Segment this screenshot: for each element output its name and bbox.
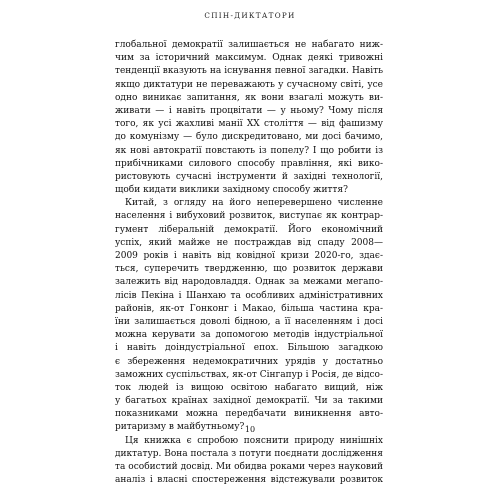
page-number: 10 <box>244 425 256 434</box>
text-line: як нові автократії повстають із попелу? І що робити із <box>115 145 383 156</box>
text-line: диктатур. Вона постала з потуги поєднати дослідження <box>115 448 383 459</box>
text-line: живати — і навіть процвітати — у ньому? Чому після <box>115 105 383 116</box>
text-line: тенденції вказують на існування певної загадки. Навіть <box>115 66 383 77</box>
text-line: та особистий досвід. Ми обидва роками через науковий <box>115 462 383 472</box>
text-line: успіх, який майже не постраждав від спаду 2008— <box>115 237 383 248</box>
text-line: і навіть доіндустріальної епох. Більшою загадкою <box>115 343 383 354</box>
paragraph <box>115 435 383 487</box>
text-line: районів, як-от Гонконг і Макао, більша частина кра- <box>115 303 383 314</box>
text-line: ток людей із вищою освітою набагато вищий, ніж <box>115 382 383 393</box>
text-line: у багатьох країнах західної демократії. Чи за такими <box>115 396 383 407</box>
text-line: гумент ліберальній демократії. Його економічний <box>115 224 383 235</box>
text-line: заможних суспільствах, як-от Сінгапур і Росія, де відсо- <box>115 369 383 380</box>
text-line: якщо диктатури не переважають у сучасному світі, усе <box>115 79 383 90</box>
text-line: того, як усі жахливі манії XX століття — від фашизму <box>115 119 383 130</box>
text-line: ритаризму в майбутньому? <box>115 422 245 433</box>
text-line: щоби кидати виклики західному способу життя? <box>115 185 348 196</box>
text-line: залежить від народовладдя. Однак за межами мегапо- <box>115 277 383 288</box>
text-line: 2009 років і навіть від ковідної кризи 2020-го, здає- <box>115 251 383 261</box>
text-line: їни залишається доволі бідною, а її населенням і досі <box>115 316 383 327</box>
running-head: СПІН-ДИКТАТОРИ <box>204 11 296 20</box>
text-line: глобальної демократії залишається не набагато ниж- <box>115 40 383 50</box>
text-line: Ця книжка є спробою пояснити природу нинішніх <box>125 435 383 446</box>
text-line: Китай, з огляду на його неперевершено численне <box>125 198 383 209</box>
text-line: прибічниками силового способу правління, які вико- <box>115 158 383 169</box>
text-line: до комунізму — було дискредитовано, ми досі бачимо, <box>115 132 383 143</box>
text-line: є збереження недемократичних урядів у достатньо <box>115 356 383 367</box>
text-line: одно виникає запитання, як вони взагалі можуть ви- <box>115 92 383 103</box>
text-line: чим за історичний максимум. Однак деякі тривожні <box>115 53 383 64</box>
text-line: ться, суперечить твердженню, що розвиток держави <box>115 264 383 275</box>
text-line: можна керувати за допомогою методів індустріальної <box>115 330 383 341</box>
body-text <box>115 39 383 487</box>
text-line: ристовують сучасні інструменти й західні технології, <box>115 171 383 182</box>
text-line: показниками можна передбачати виникнення авто- <box>115 409 383 420</box>
text-line: населення і вибуховий розвиток, виступає як контрар- <box>115 211 383 222</box>
text-line: аналіз і власні спостереження відстежували розвиток <box>115 475 383 486</box>
paragraph <box>115 39 383 197</box>
paragraph <box>115 197 383 434</box>
text-line: лісів Пекіна і Шанхаю та особливих адміністративних <box>115 290 383 301</box>
